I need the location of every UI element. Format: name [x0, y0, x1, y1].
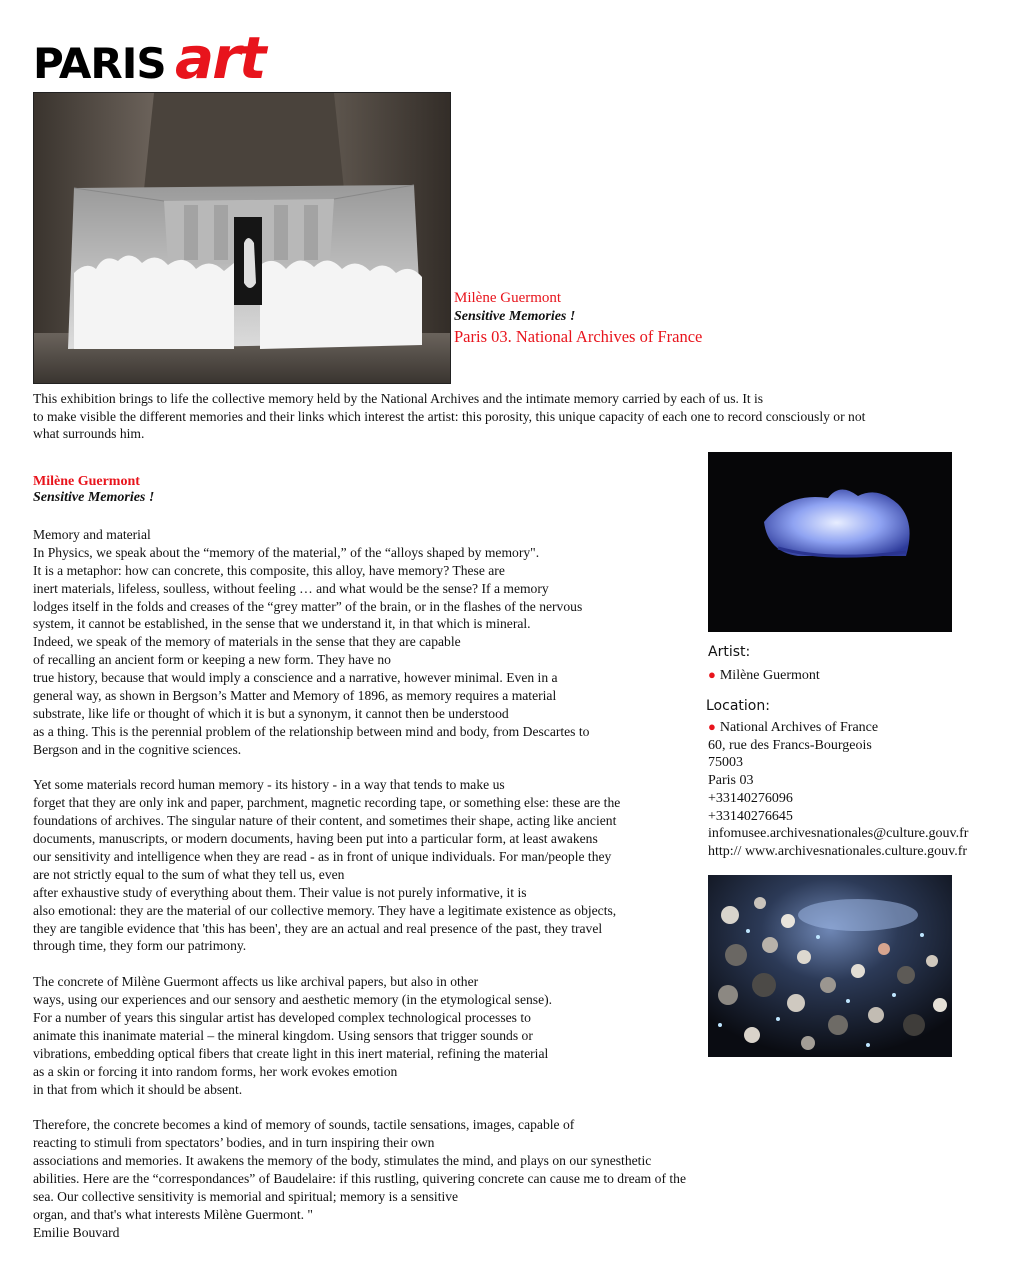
artist-label: Artist: — [708, 644, 751, 660]
article-line: our sensitivity and intelligence when they are read - as in front of unique individuals. For man/people they — [33, 849, 612, 865]
article-title: Sensitive Memories ! — [33, 490, 155, 505]
article-line: vibrations, embedding optical fibers that create light in this inert material, refining the material — [33, 1045, 549, 1061]
article-line: as a thing. This is the perennial problem of the relationship between mind and body, from Descartes to — [33, 723, 590, 739]
article-line: in that from which it should be absent. — [33, 1081, 243, 1097]
article-line: Memory and material — [33, 527, 151, 542]
sculpture-image — [708, 452, 952, 632]
article-line: The concrete of Milène Guermont affects us like archival papers, but also in other — [33, 974, 479, 990]
article-line: abilities. Here are the “correspondances” of Baudelaire: if this rustling, quivering concrete can cause me to dream of the — [33, 1171, 686, 1187]
article-line: ways, using our experiences and our sensory and aesthetic memory (in the etymological sense). — [33, 992, 553, 1008]
intro-paragraph — [33, 390, 973, 443]
article-line: Therefore, the concrete becomes a kind of memory of sounds, tactile sensations, images, capable of — [33, 1117, 575, 1133]
location-label: Location: — [706, 698, 770, 714]
artist-link[interactable] — [708, 666, 820, 685]
article-line: organ, and that's what interests Milène Guermont. " — [33, 1206, 313, 1222]
spheres-image — [708, 875, 952, 1057]
article-line: system, it cannot be established, in the sense that we understand it, in that which is mineral. — [33, 616, 531, 632]
postcode: 75003 — [708, 755, 743, 771]
article-line: For a number of years this singular artist has developed complex technological processes to — [33, 1010, 531, 1026]
article-line: after exhaustive study of everything about them. Their value is not purely informative, it is — [33, 884, 527, 900]
article-line: It is a metaphor: how can concrete, this composite, this alloy, have memory? These are — [33, 562, 505, 578]
city: Paris 03 — [708, 773, 754, 789]
logo-art: art — [175, 24, 265, 88]
article-line: substrate, like life or thought of which it is but a synonym, it cannot then be understood — [33, 705, 509, 721]
article-line: true history, because that would imply a conscience and a narrative, however minimal. Even in a — [33, 670, 558, 686]
caption-location[interactable]: Paris 03. National Archives of France — [454, 327, 703, 346]
parisart-logo[interactable] — [33, 18, 293, 88]
address: 60, rue des Francs-Bourgeois — [708, 737, 872, 753]
email-link[interactable]: infomusee.archivesnationales@culture.gouv.fr — [708, 826, 969, 842]
article-line: through time, they form our patrimony. — [33, 938, 247, 954]
location-info — [708, 718, 968, 861]
paragraph-gap — [33, 759, 703, 777]
artist-name[interactable]: Milène Guermont — [719, 668, 820, 683]
article-line: they are tangible evidence that 'this has been', they are an actual and real presence of the past, they travel — [33, 920, 603, 936]
article-line: In Physics, we speak about the “memory of the material,” of the “alloys shaped by memory". — [33, 544, 540, 560]
article-line: documents, manuscripts, or modern documents, having been put into a particular form, at least awakens — [33, 831, 598, 847]
article-line: of recalling an ancient form or keeping a new form. They have no — [33, 652, 391, 668]
website-link[interactable]: http:// www.archivesnationales.culture.gouv.fr — [708, 843, 968, 859]
article-line: animate this inanimate material – the mineral kingdom. Using sensors that trigger sounds or — [33, 1027, 533, 1043]
article-line: associations and memories. It awakens the memory of the body, stimulates the mind, and plays on our synesthetic — [33, 1153, 652, 1169]
article-artist[interactable]: Milène Guermont — [33, 474, 140, 489]
caption-artist[interactable]: Milène Guermont — [454, 290, 562, 306]
article-line: also emotional: they are the material of our collective memory. They have a legitimate existence as objects, — [33, 902, 617, 918]
article-line: Yet some materials record human memory - its history - in a way that tends to make us — [33, 777, 505, 793]
article-line: foundations of archives. The singular nature of their content, and sometimes their shape, acting like ancient — [33, 813, 617, 829]
article-line: Bergson and in the cognitive sciences. — [33, 741, 242, 757]
logo-paris: PARIS — [33, 39, 166, 88]
intro-line: This exhibition brings to life the collective memory held by the National Archives and the intimate memory carried by each of us. It is — [33, 391, 764, 406]
logo-graphic — [33, 18, 293, 88]
paragraph-gap — [33, 1099, 703, 1117]
intro-line: to make visible the different memories and their links which interest the artist: this porosity, this unique capacity of each one to record consciously or not — [33, 408, 866, 424]
caption-title: Sensitive Memories ! — [454, 309, 576, 324]
article-line: reacting to stimuli from spectators’ bodies, and in turn inspiring their own — [33, 1135, 435, 1151]
article-line: forget that they are only ink and paper, parchment, magnetic recording tape, or something else: these are the — [33, 795, 621, 811]
bullet-icon: ● — [708, 719, 716, 734]
bullet-icon: ● — [708, 667, 716, 682]
phone-1: +33140276096 — [708, 790, 793, 806]
article-line: Indeed, we speak of the memory of materials in the sense that they are capable — [33, 634, 461, 650]
article-line: inert materials, lifeless, soulless, without feeling … and what would be the sense? If a memory — [33, 580, 549, 596]
article-body — [33, 526, 703, 1242]
article-line: as a skin or forcing it into random forms, her work evokes emotion — [33, 1063, 398, 1079]
intro-line: what surrounds him. — [33, 426, 145, 441]
article-line: are not strictly equal to the sum of what they tell us, even — [33, 866, 345, 882]
phone-2: +33140276645 — [708, 808, 793, 824]
paragraph-gap — [33, 955, 703, 973]
venue-link[interactable]: National Archives of France — [719, 720, 879, 735]
article-line: Emilie Bouvard — [33, 1224, 120, 1240]
hero-image — [33, 92, 451, 384]
article-line: lodges itself in the folds and creases of the “grey matter” of the brain, or in the flashes of the nervous — [33, 598, 583, 614]
article-line: sea. Our collective sensitivity is memorial and spiritual; memory is a sensitive — [33, 1188, 459, 1204]
article-line: general way, as shown in Bergson’s Matter and Memory of 1896, as memory requires a material — [33, 688, 557, 704]
